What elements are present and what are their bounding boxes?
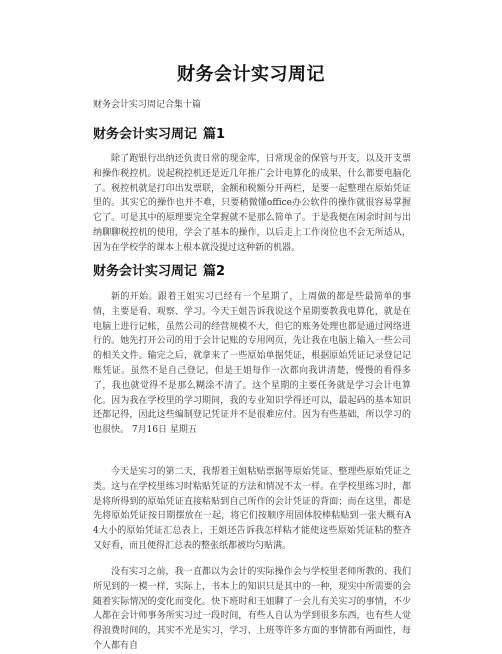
section-heading-text: 财务会计实习周记 [93, 127, 198, 142]
section-heading-1 [93, 123, 225, 142]
section-heading-text: 财务会计实习周记 [93, 264, 198, 279]
document-subtitle: 财务会计实习周记合集十篇 [93, 100, 202, 110]
section-2-paragraph-2: 今天是实习的第二天，我帮着王姐粘贴票据等原始凭证、整理些原始凭证之类。这与在学校里练习时粘贴凭证的方法和情况不太一样。在学校里练习时，都是将所得到的原始凭证直接粘贴到自己所作的会计凭证的背面；而在这里，都是先将原始凭证按日期摆放在一起，将它们按顺序用固体胶棒粘贴到一张大概有A4大小的原始凭证汇总表上，王姐还告诉我怎样粘才能使这些原始凭证粘的整齐又好看，而且便得汇总表的整张纸都被均匀贴满。 [93, 467, 411, 551]
section-heading-number: 篇2 [203, 264, 226, 279]
section-2-paragraph-3: 没有实习之前，我一直都以为会计的实际操作会与学校里老师所教的、我们所见到的一模一样，实际上，书本上的知识只是其中的一种，现实中所需要的会随着实际情况的变化而变化。快下班时和王姐聊了一会儿有关实习的事情，不少人都在会计师事务所实习过一段时间，有些人自认为学到很多东西，也有些人觉得浪费时间的，其实不光是实习，学习、上班等许多方面的事情都有两面性，每个人都有自 [93, 567, 411, 651]
section-1-paragraph-1: 除了跑银行出纳还负责日常的现金库，日常现金的保管与开支，以及开支票和操作税控机。说起税控机还是近几年推广会计电算化的成果，什么都要电脑化了。税控机就是打印出发票联，金额和税额分开两栏，是要一起整理在原始凭证里的。其实它的操作也并不难，只要稍微懂office办公软件的操作就很容易掌握它了。可是其中的原理要完全掌握就不是那么简单了。于是我便在闲余时间与出纳聊聊税控机的使用，学会了基本的操作，以后走上工作岗位也不会无所适从，因为在学校学的课本上根本就没提过这种新的机器。 [93, 154, 411, 253]
section-heading-number: 篇1 [203, 127, 226, 142]
section-heading-2 [93, 260, 225, 279]
document-title: 财务会计实习周记 [177, 64, 325, 85]
section-2-paragraph-1: 新的开始。跟着王姐实习已经有一个星期了，上周做的都是些最简单的事情，主要是看、观察、学习。今天王姐告诉我说这个星期要教我电算化，就是在电脑上进行记帐，虽然公司的经营规模不大，但它的账务处理也都是通过网络进行的。她先打开公司的用于会计记账的专用网页，先让我在电脑上输入一些公司的相关文件。输完之后，就拿来了一些原始单据凭证，根据原始凭证记录登记记账凭证。虽然不是自己登记，但是王姐每作一次都向我讲清楚，慢慢的看得多了，我也就觉得不是那么糊涂不清了。这个星期的主要任务就是学习会计电算化。因为我在学校里的学习期间，我的专业知识学得还可以，最起码的基本知识还都记得，因此这些编制登记凭证并不是很难应付。因为有些基础，所以学习的也很快。 7月16日 星期五 [93, 292, 411, 436]
